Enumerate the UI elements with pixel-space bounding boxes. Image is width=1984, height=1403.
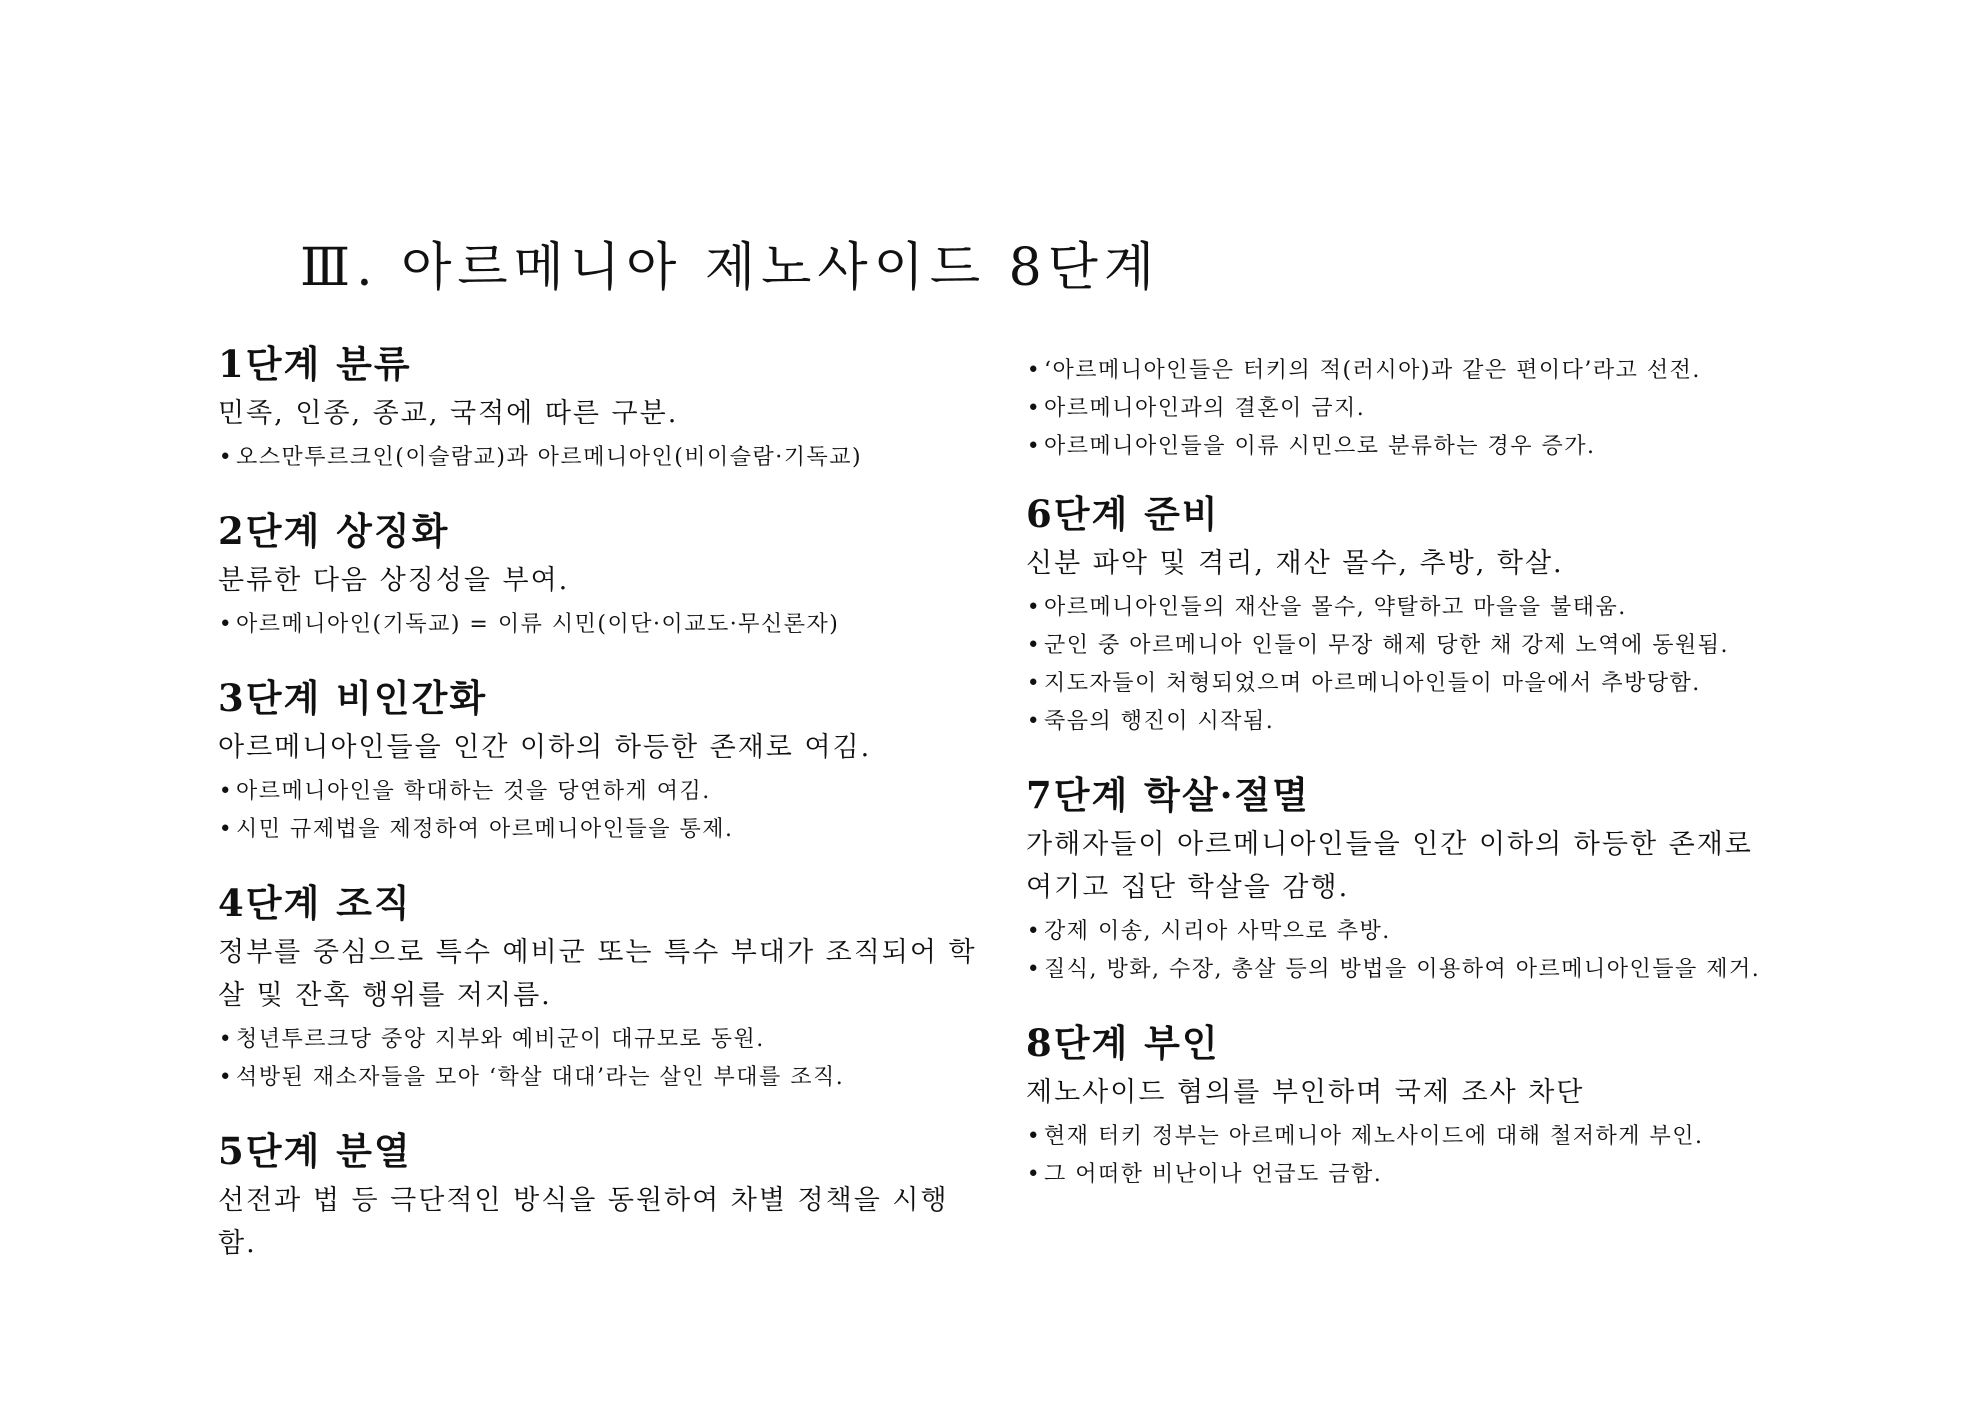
stage-6-description: 신분 파악 및 격리, 재산 몰수, 추방, 학살. [1026,548,1564,579]
bullet-icon: • [1026,957,1042,982]
bullet-icon: • [1026,1124,1042,1149]
stage-3-bullets [218,773,978,849]
stage-7-heading: 7단계 학살·절멸 [1026,773,1310,817]
bullet-item [218,1059,978,1097]
stage-5-bullets [1026,352,1786,466]
stage-1-bullets [218,439,978,477]
stage-5-heading: 5단계 분열 [218,1129,412,1173]
stage-6-section [1026,490,1786,741]
bullet-text: 석방된 재소자들을 모아 ‘학살 대대’라는 살인 부대를 조직. [236,1065,845,1090]
stage-7-bullets [1026,913,1786,989]
bullet-icon: • [1026,358,1042,383]
bullet-item [1026,428,1786,466]
bullet-item [1026,951,1786,989]
stage-5-section [218,1127,978,1265]
bullet-item [1026,352,1786,390]
bullet-item [1026,390,1786,428]
stage-4-bullets [218,1021,978,1097]
bullet-item [1026,1156,1786,1194]
bullet-icon: • [1026,434,1042,459]
bullet-text: 지도자들이 처형되었으며 아르메니아인들이 마을에서 추방당함. [1044,671,1701,696]
stage-2-section [218,507,978,644]
stage-2-bullets [218,606,978,644]
bullet-item [218,439,978,477]
stage-1-section [218,340,978,477]
bullet-item [218,773,978,811]
bullet-item [218,606,978,644]
bullet-item [1026,913,1786,951]
bullet-item [1026,703,1786,741]
stage-2-heading: 2단계 상징화 [218,509,450,553]
bullet-item [1026,627,1786,665]
bullet-text: 현재 터키 정부는 아르메니아 제노사이드에 대해 철저하게 부인. [1044,1124,1704,1149]
stage-3-description: 아르메니아인들을 인간 이하의 하등한 존재로 여김. [218,732,872,763]
stage-8-bullets [1026,1118,1786,1194]
stage-3-section [218,674,978,849]
bullet-icon: • [1026,671,1042,696]
stage-7-section [1026,771,1786,989]
stage-4-section [218,879,978,1097]
bullet-item [1026,589,1786,627]
stage-1-description: 민족, 인종, 종교, 국적에 따른 구분. [218,398,679,429]
stage-8-heading: 8단계 부인 [1026,1021,1220,1065]
stage-8-section [1026,1019,1786,1194]
bullet-icon: • [1026,396,1042,421]
bullet-icon: • [1026,595,1042,620]
stage-7-description: 가해자들이 아르메니아인들을 인간 이하의 하등한 존재로 여기고 집단 학살을 감행. [1026,829,1753,903]
bullet-icon: • [218,817,234,842]
bullet-text: 강제 이송, 시리아 사막으로 추방. [1044,919,1391,944]
bullet-item [1026,665,1786,703]
stage-3-heading: 3단계 비인간화 [218,676,488,720]
stage-1-heading: 1단계 분류 [218,342,412,386]
stage-6-heading: 6단계 준비 [1026,492,1220,536]
bullet-text: 아르메니아인(기독교) = 이류 시민(이단·이교도·무신론자) [236,612,840,637]
bullet-text: 시민 규제법을 제정하여 아르메니아인들을 통제. [236,817,734,842]
bullet-text: 군인 중 아르메니아 인들이 무장 해제 당한 채 강제 노역에 동원됨. [1044,633,1729,658]
stage-6-bullets [1026,589,1786,741]
bullet-icon: • [1026,633,1042,658]
bullet-item [218,811,978,849]
page-title: Ⅲ. 아르메니아 제노사이드 8단계 [300,237,1161,298]
bullet-icon: • [218,1065,234,1090]
left-column [218,340,978,1295]
bullet-icon: • [218,779,234,804]
bullet-text: 죽음의 행진이 시작됨. [1044,709,1275,734]
bullet-text: 아르메니아인들을 이류 시민으로 분류하는 경우 증가. [1044,434,1596,459]
stage-4-description: 정부를 중심으로 특수 예비군 또는 특수 부대가 조직되어 학살 및 잔혹 행위를 저지름. [218,937,977,1011]
stage-5-description: 선전과 법 등 극단적인 방식을 동원하여 차별 정책을 시행함. [218,1185,949,1259]
stage-4-heading: 4단계 조직 [218,881,412,925]
bullet-item [1026,1118,1786,1156]
bullet-text: 아르메니아인과의 결혼이 금지. [1044,396,1366,421]
bullet-text: 청년투르크당 중앙 지부와 예비군이 대규모로 동원. [236,1027,765,1052]
bullet-text: 질식, 방화, 수장, 총살 등의 방법을 이용하여 아르메니아인들을 제거. [1044,957,1761,982]
bullet-text: 오스만투르크인(이슬람교)과 아르메니아인(비이슬람·기독교) [236,445,863,470]
bullet-icon: • [1026,919,1042,944]
bullet-icon: • [218,1027,234,1052]
bullet-icon: • [1026,1162,1042,1187]
bullet-text: ‘아르메니아인들은 터키의 적(러시아)과 같은 편이다’라고 선전. [1044,358,1701,383]
bullet-text: 아르메니아인을 학대하는 것을 당연하게 여김. [236,779,711,804]
bullet-icon: • [218,612,234,637]
bullet-text: 아르메니아인들의 재산을 몰수, 약탈하고 마을을 불태움. [1044,595,1627,620]
bullet-icon: • [1026,709,1042,734]
bullet-item [218,1021,978,1059]
bullet-text: 그 어떠한 비난이나 언급도 금함. [1044,1162,1383,1187]
right-column [1026,352,1786,1224]
stage-2-description: 분류한 다음 상징성을 부여. [218,565,570,596]
bullet-icon: • [218,445,234,470]
stage-8-description: 제노사이드 혐의를 부인하며 국제 조사 차단 [1026,1077,1585,1108]
